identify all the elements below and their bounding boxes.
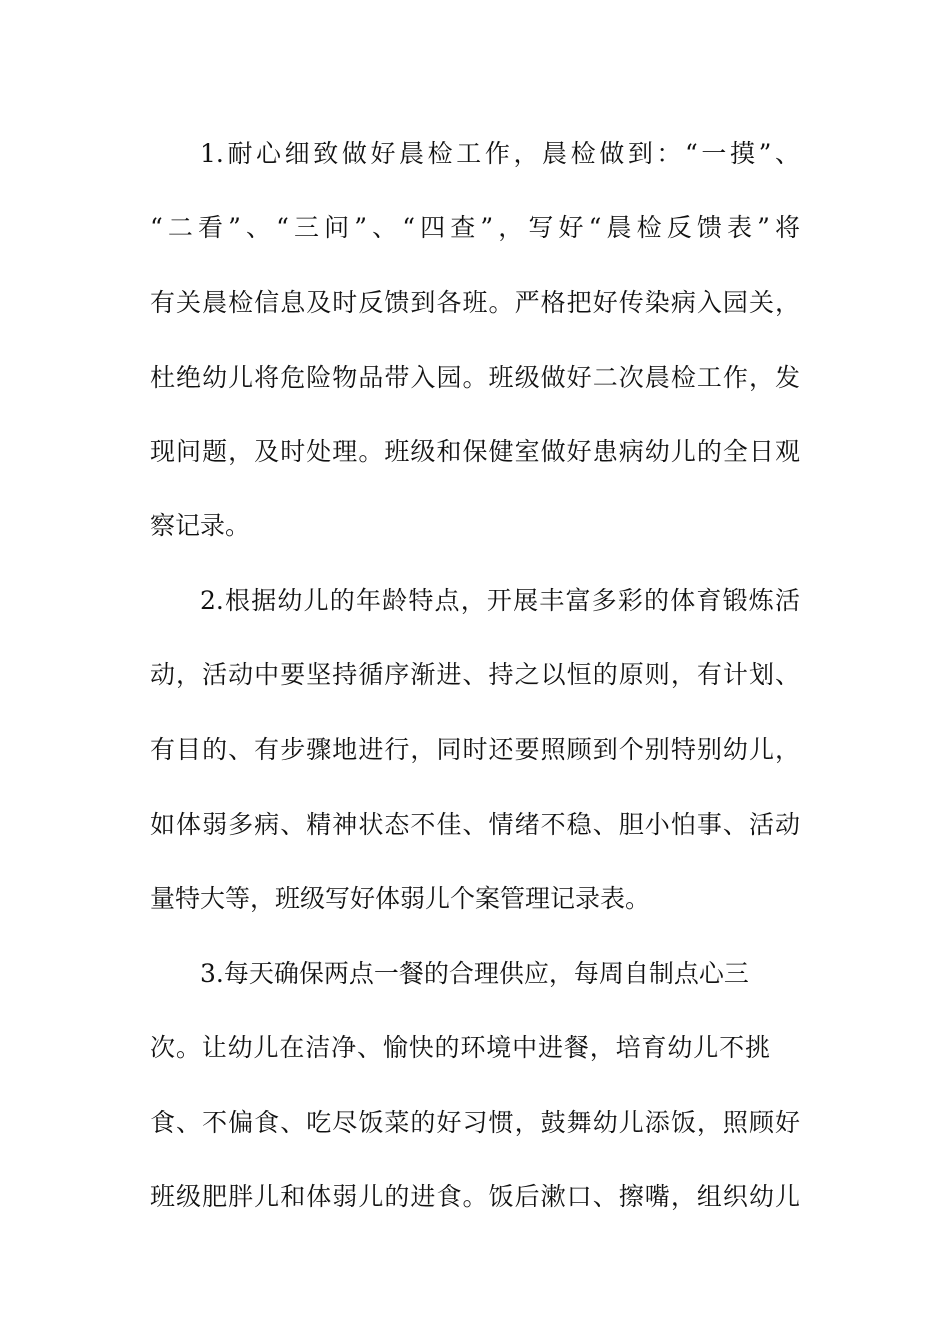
text-line: 班级肥胖儿和体弱儿的进食。饭后漱口、擦嘴，组织幼儿	[150, 1182, 800, 1211]
text-line: 现问题，及时处理。班级和保健室做好患病幼儿的全日观	[150, 437, 800, 466]
text-line: 1.耐心细致做好晨检工作，晨检做到：“一摸”、	[200, 139, 800, 168]
text-line: 动，活动中要坚持循序渐进、持之以恒的原则，有计划、	[150, 660, 800, 689]
text-line: 食、不偏食、吃尽饭菜的好习惯，鼓舞幼儿添饭，照顾好	[150, 1108, 800, 1137]
text-line: 3.每天确保两点一餐的合理供应，每周自制点心三	[200, 959, 749, 988]
text-line: 量特大等，班级写好体弱儿个案管理记录表。	[150, 884, 651, 913]
text-line: “二看”、“三问”、“四查”，写好“晨检反馈表”将	[150, 213, 800, 242]
text-line: 如体弱多病、精神状态不佳、情绪不稳、胆小怕事、活动	[150, 810, 800, 839]
text-line: 杜绝幼儿将危险物品带入园。班级做好二次晨检工作，发	[150, 363, 800, 392]
text-line: 2.根据幼儿的年龄特点，开展丰富多彩的体育锻炼活	[200, 586, 800, 615]
text-line: 有目的、有步骤地进行，同时还要照顾到个别特别幼儿，	[150, 735, 800, 764]
text-line: 有关晨检信息及时反馈到各班。严格把好传染病入园关，	[150, 288, 800, 317]
text-line: 次。让幼儿在洁净、愉快的环境中进餐，培育幼儿不挑	[150, 1033, 770, 1062]
text-line: 察记录。	[150, 511, 251, 540]
